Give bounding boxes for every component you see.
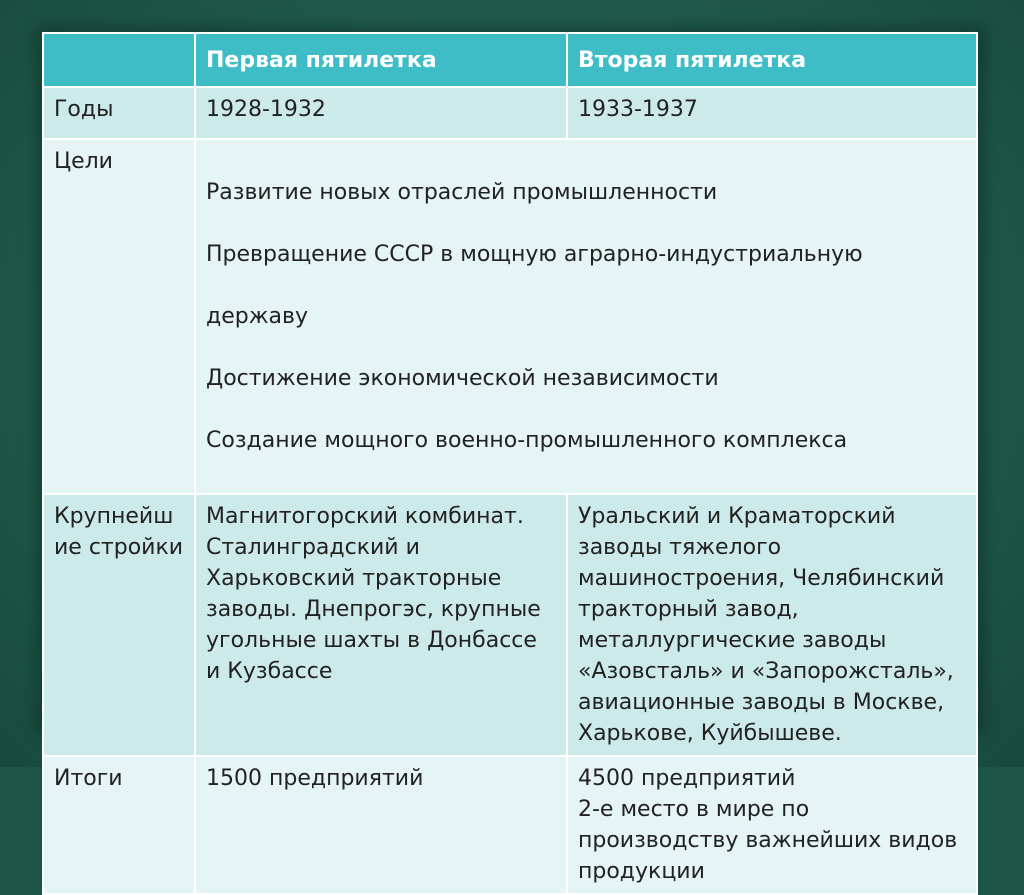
header-row (43, 33, 977, 87)
header-corner-cell (43, 33, 195, 87)
constructions-first-plan: Магнитогорский комбинат. Сталинградский и Харьковский тракторные заводы. Днепрогэс, крупные угольные шахты в Донбассе и Кузбассе (195, 494, 567, 756)
results-label: Итоги (43, 756, 195, 894)
goals-combined-cell (195, 139, 977, 494)
years-second-plan: 1933-1937 (567, 87, 977, 139)
years-row (43, 87, 977, 139)
goal-item: державу (206, 304, 308, 329)
goal-item: Достижение экономической независимости (206, 366, 719, 391)
five-year-plans-table (42, 32, 978, 895)
years-label: Годы (43, 87, 195, 139)
constructions-row (43, 494, 977, 756)
goals-row (43, 139, 977, 494)
header-first-plan: Первая пятилетка (195, 33, 567, 87)
results-first-plan: 1500 предприятий (195, 756, 567, 894)
goals-label: Цели (43, 139, 195, 494)
header-second-plan: Вторая пятилетка (567, 33, 977, 87)
results-row (43, 756, 977, 894)
goal-item: Создание мощного военно-промышленного комплекса (206, 428, 848, 453)
results-second-plan: 4500 предприятий 2-е место в мире по производству важнейших видов продукции (567, 756, 977, 894)
years-first-plan: 1928-1932 (195, 87, 567, 139)
goal-item: Развитие новых отраслей промышленности (206, 180, 718, 205)
constructions-label: Крупнейш ие стройки (43, 494, 195, 756)
constructions-second-plan: Уральский и Краматорский заводы тяжелого машиностроения, Челябинский тракторный завод, металлургические заводы «Азовсталь» и «Запорожсталь», авиационные заводы в Москве, Харькове, Куйбышеве. (567, 494, 977, 756)
goal-item: Превращение СССР в мощную аграрно-индустриальную (206, 242, 863, 267)
